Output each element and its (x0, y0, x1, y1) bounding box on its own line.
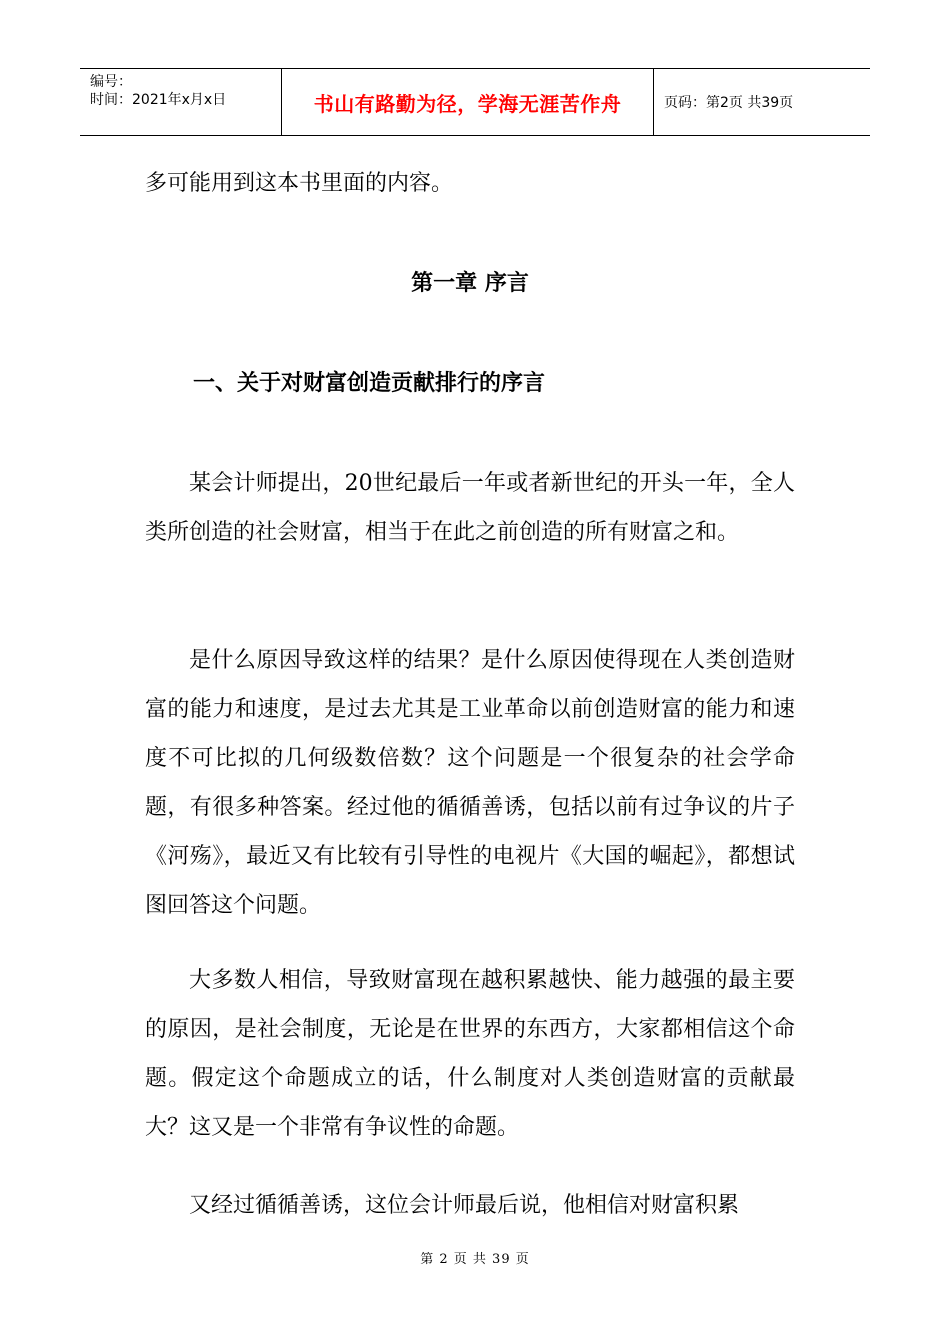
document-number-label: 编号： (90, 74, 132, 90)
paragraph-block-1 (145, 459, 795, 557)
paragraph-block-3 (145, 956, 795, 1152)
page-footer: 第 2 页 共 39 页 (420, 1252, 530, 1267)
section-title: 一、关于对财富创造贡献排行的序言 (193, 371, 546, 396)
body-paragraph: 某会计师提出，20世纪最后一年或者新世纪的开头一年，全人类所创造的社会财富，相当于在此之前创造的所有财富之和。 (145, 471, 795, 545)
header-table (80, 68, 870, 136)
continuation-block (145, 159, 795, 208)
header-page-info: 页码：第2页 共39页 (664, 95, 794, 111)
header-page-cell (654, 69, 870, 135)
body-paragraph: 大多数人相信，导致财富现在越积累越快、能力越强的最主要的原因，是社会制度，无论是在世界的东西方，大家都相信这个命题。假定这个命题成立的话，什么制度对人类创造财富的贡献最大？这又是一个非常有争议性的命题。 (145, 968, 795, 1140)
paragraph-block-4 (145, 1181, 795, 1230)
header-motto-cell (282, 69, 654, 135)
paragraph-block-2 (145, 636, 795, 930)
body-paragraph: 又经过循循善诱，这位会计师最后说，他相信对财富积累 (189, 1193, 740, 1218)
body-paragraph: 是什么原因导致这样的结果？是什么原因使得现在人类创造财富的能力和速度，是过去尤其是工业革命以前创造财富的能力和速度不可比拟的几何级数倍数？这个问题是一个很复杂的社会学命题，有很多种答案。经过他的循循善诱，包括以前有过争议的片子《河殇》，最近又有比较有引导性的电视片《大国的崛起》，都想试图回答这个问题。 (145, 648, 795, 918)
chapter-title: 第一章 序言 (411, 271, 529, 296)
header-motto: 书山有路勤为径，学海无涯苦作舟 (313, 91, 622, 116)
header-meta-cell (80, 69, 282, 135)
document-time-label: 时间：2021年x月x日 (90, 92, 227, 108)
continuation-paragraph: 多可能用到这本书里面的内容。 (145, 171, 454, 196)
